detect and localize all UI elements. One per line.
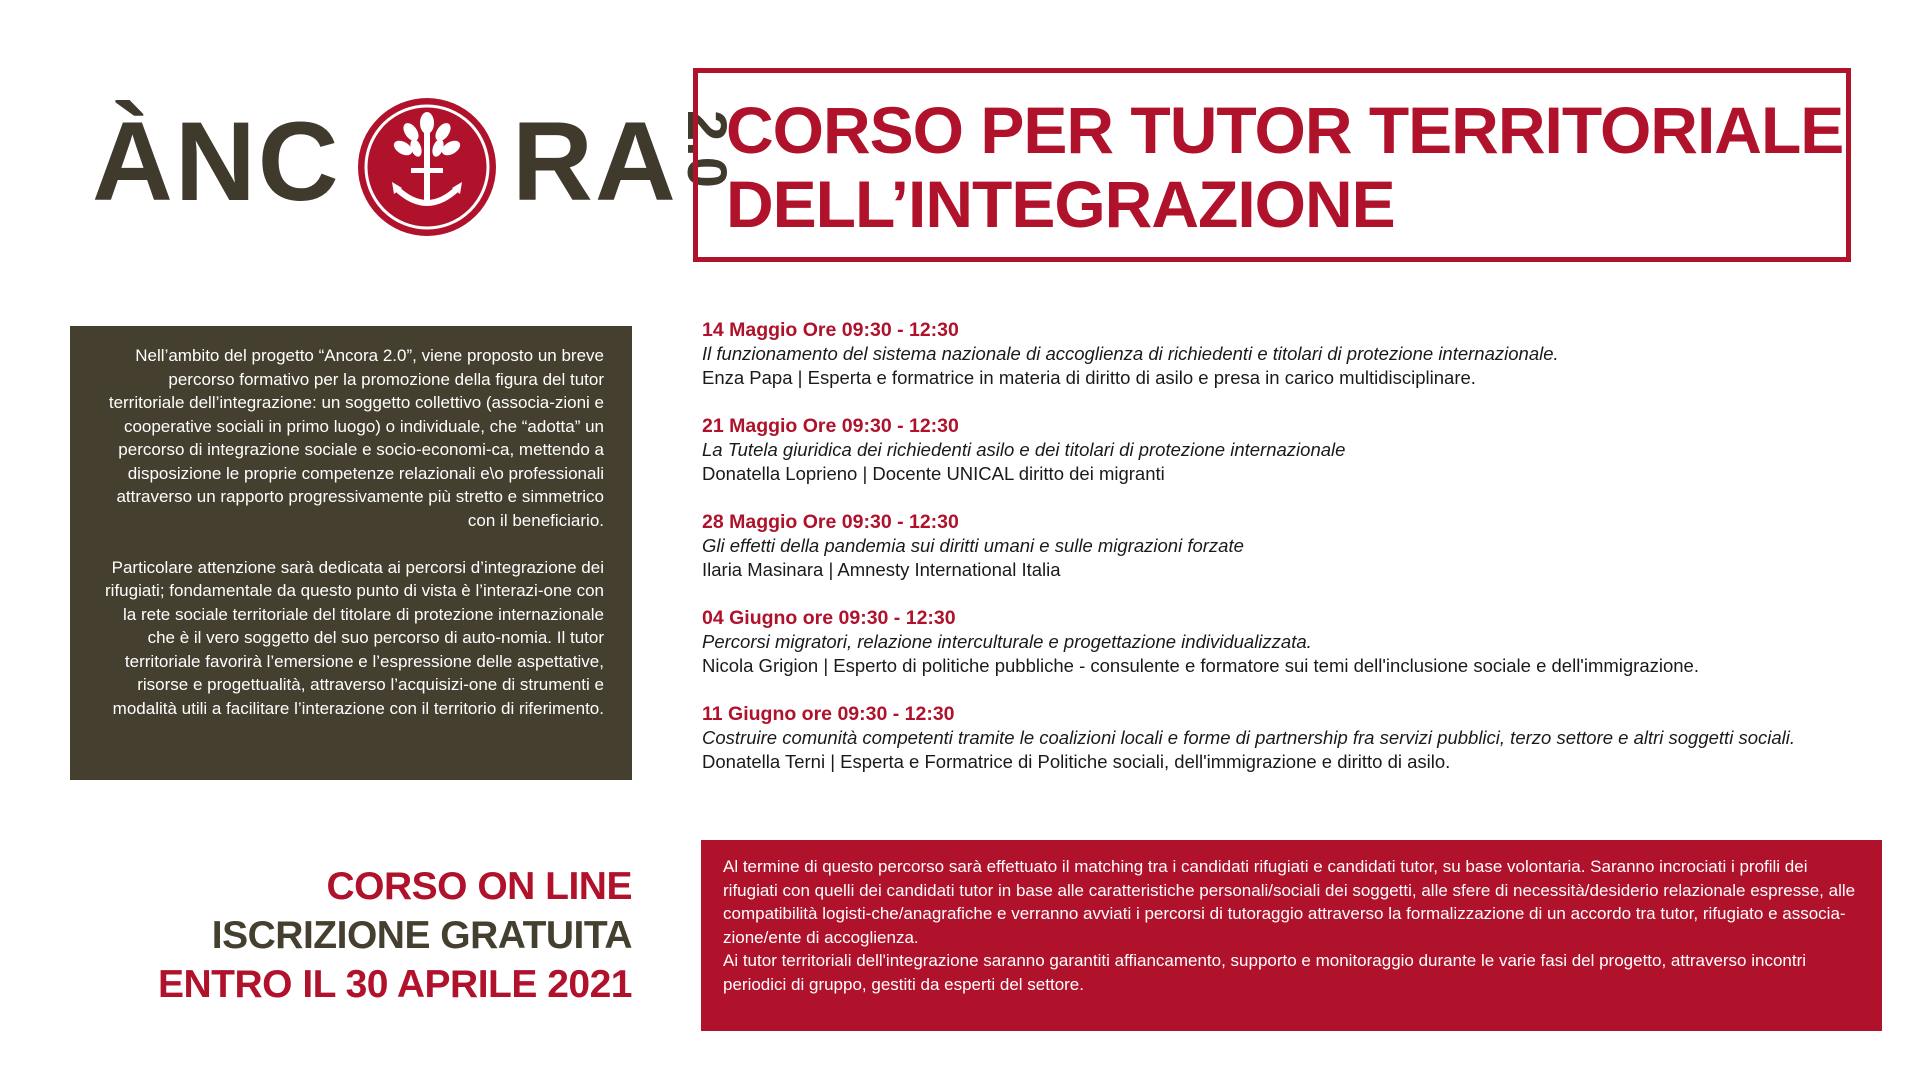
tree-anchor-icon [356,96,498,238]
session-item [702,702,1882,774]
session-date: 11 Giugno ore 09:30 - 12:30 [702,703,955,725]
session-topic: Percorsi migratori, relazione interculturale e progettazione individualizzata. [702,631,1312,652]
info-paragraph-1: Al termine di questo percorso sarà effettuato il matching tra i candidati rifugiati e candidati tutor, su base volontaria. Saranno incrociati i profili dei rifugiati con quelli dei candidati tutor in base alle caratteristiche personali/sociali dei soggetti, alle sfere di necessità/desiderio relazionale espresse, alle compatibilità logisti-che/anagrafiche e verranno avviati i percorsi di tutoraggio attraverso la formalizzazione di un accordo tra tutor, rifugiato e associa-zione/ente di accoglienza. [723,857,1856,947]
session-date: 28 Maggio Ore 09:30 - 12:30 [702,511,959,533]
matching-info-box [701,840,1882,1031]
title-line-2: DELL’INTEGRAZIONE [726,167,1395,241]
ancora-logo [92,92,739,232]
session-date: 04 Giugno ore 09:30 - 12:30 [702,607,956,629]
session-item [702,606,1882,678]
info-paragraph-2: Ai tutor territoriali dell'integrazione saranno garantiti affiancamento, supporto e monitoraggio durante le varie fasi del progetto, attraverso incontri periodici di gruppo, gestiti da esperti del settore. [723,951,1807,994]
cta-free-registration: ISCRIZIONE GRATUITA [211,914,632,957]
session-item [702,510,1882,582]
session-topic: Gli effetti della pandemia sui diritti umani e sulle migrazioni forzate [702,535,1244,556]
session-topic: Il funzionamento del sistema nazionale di accoglienza di richiedenti e titolari di protezione internazionale. [702,343,1559,364]
logo-word-right: RA [512,99,678,224]
session-date: 21 Maggio Ore 09:30 - 12:30 [702,415,959,437]
session-speaker: Nicola Grigion | Esperto di politiche pubbliche - consulente e formatore sui temi dell'inclusione sociale e dell'immigrazione. [702,655,1699,676]
title-line-1: CORSO PER TUTOR TERRITORIALE [726,93,1844,167]
session-speaker: Enza Papa | Esperta e formatrice in materia di diritto di asilo e presa in carico multidisciplinare. [702,367,1476,388]
session-speaker: Donatella Terni | Esperta e Formatrice di Politiche sociali, dell'immigrazione e diritto di asilo. [702,751,1451,772]
intro-paragraph-1: Nell’ambito del progetto “Ancora 2.0”, viene proposto un breve percorso formativo per la promozione della figura del tutor territoriale dell’integrazione: un soggetto collettivo (associa-zioni e cooperative sociali in primo luogo) o individuale, che “adotta” un percorso di integrazione sociale e socio-economi-ca, mettendo a disposizione le proprie competenze relazionali e\o professionali attraverso un rapporto progressivamente più stretto e simmetrico con il beneficiario. [108,346,604,530]
cta-online: CORSO ON LINE [326,865,632,908]
cta-deadline: ENTRO IL 30 APRILE 2021 [157,963,632,1006]
session-topic: La Tutela giuridica dei richiedenti asilo e dei titolari di protezione internazionale [702,439,1346,460]
session-date: 14 Maggio Ore 09:30 - 12:30 [702,319,959,341]
intro-box [70,326,632,780]
enrollment-callout [70,862,632,1009]
session-list [702,318,1882,798]
title-box [693,68,1851,262]
session-speaker: Ilaria Masinara | Amnesty International Italia [702,559,1061,580]
logo-word-left: ÀNC [92,99,341,224]
intro-paragraph-2: Particolare attenzione sarà dedicata ai percorsi d’integrazione dei rifugiati; fondamentale da questo punto di vista è l’interazi-one con la rete sociale territoriale del titolare di protezione internazionale che è il vero soggetto del suo percorso di auto-nomia. Il tutor territoriale favorirà l’emersione e l’espressione delle aspettative, risorse e progettualità, attraverso l’acquisizi-one di strumenti e modalità utili a facilitare l’interazione con il territorio di riferimento. [105,557,604,718]
logo-version: 2.0 [676,110,739,188]
session-item [702,414,1882,486]
session-item [702,318,1882,390]
session-topic: Costruire comunità competenti tramite le coalizioni locali e forme di partnership fra servizi pubblici, terzo settore e altri soggetti sociali. [702,727,1795,748]
session-speaker: Donatella Loprieno | Docente UNICAL diritto dei migranti [702,463,1165,484]
